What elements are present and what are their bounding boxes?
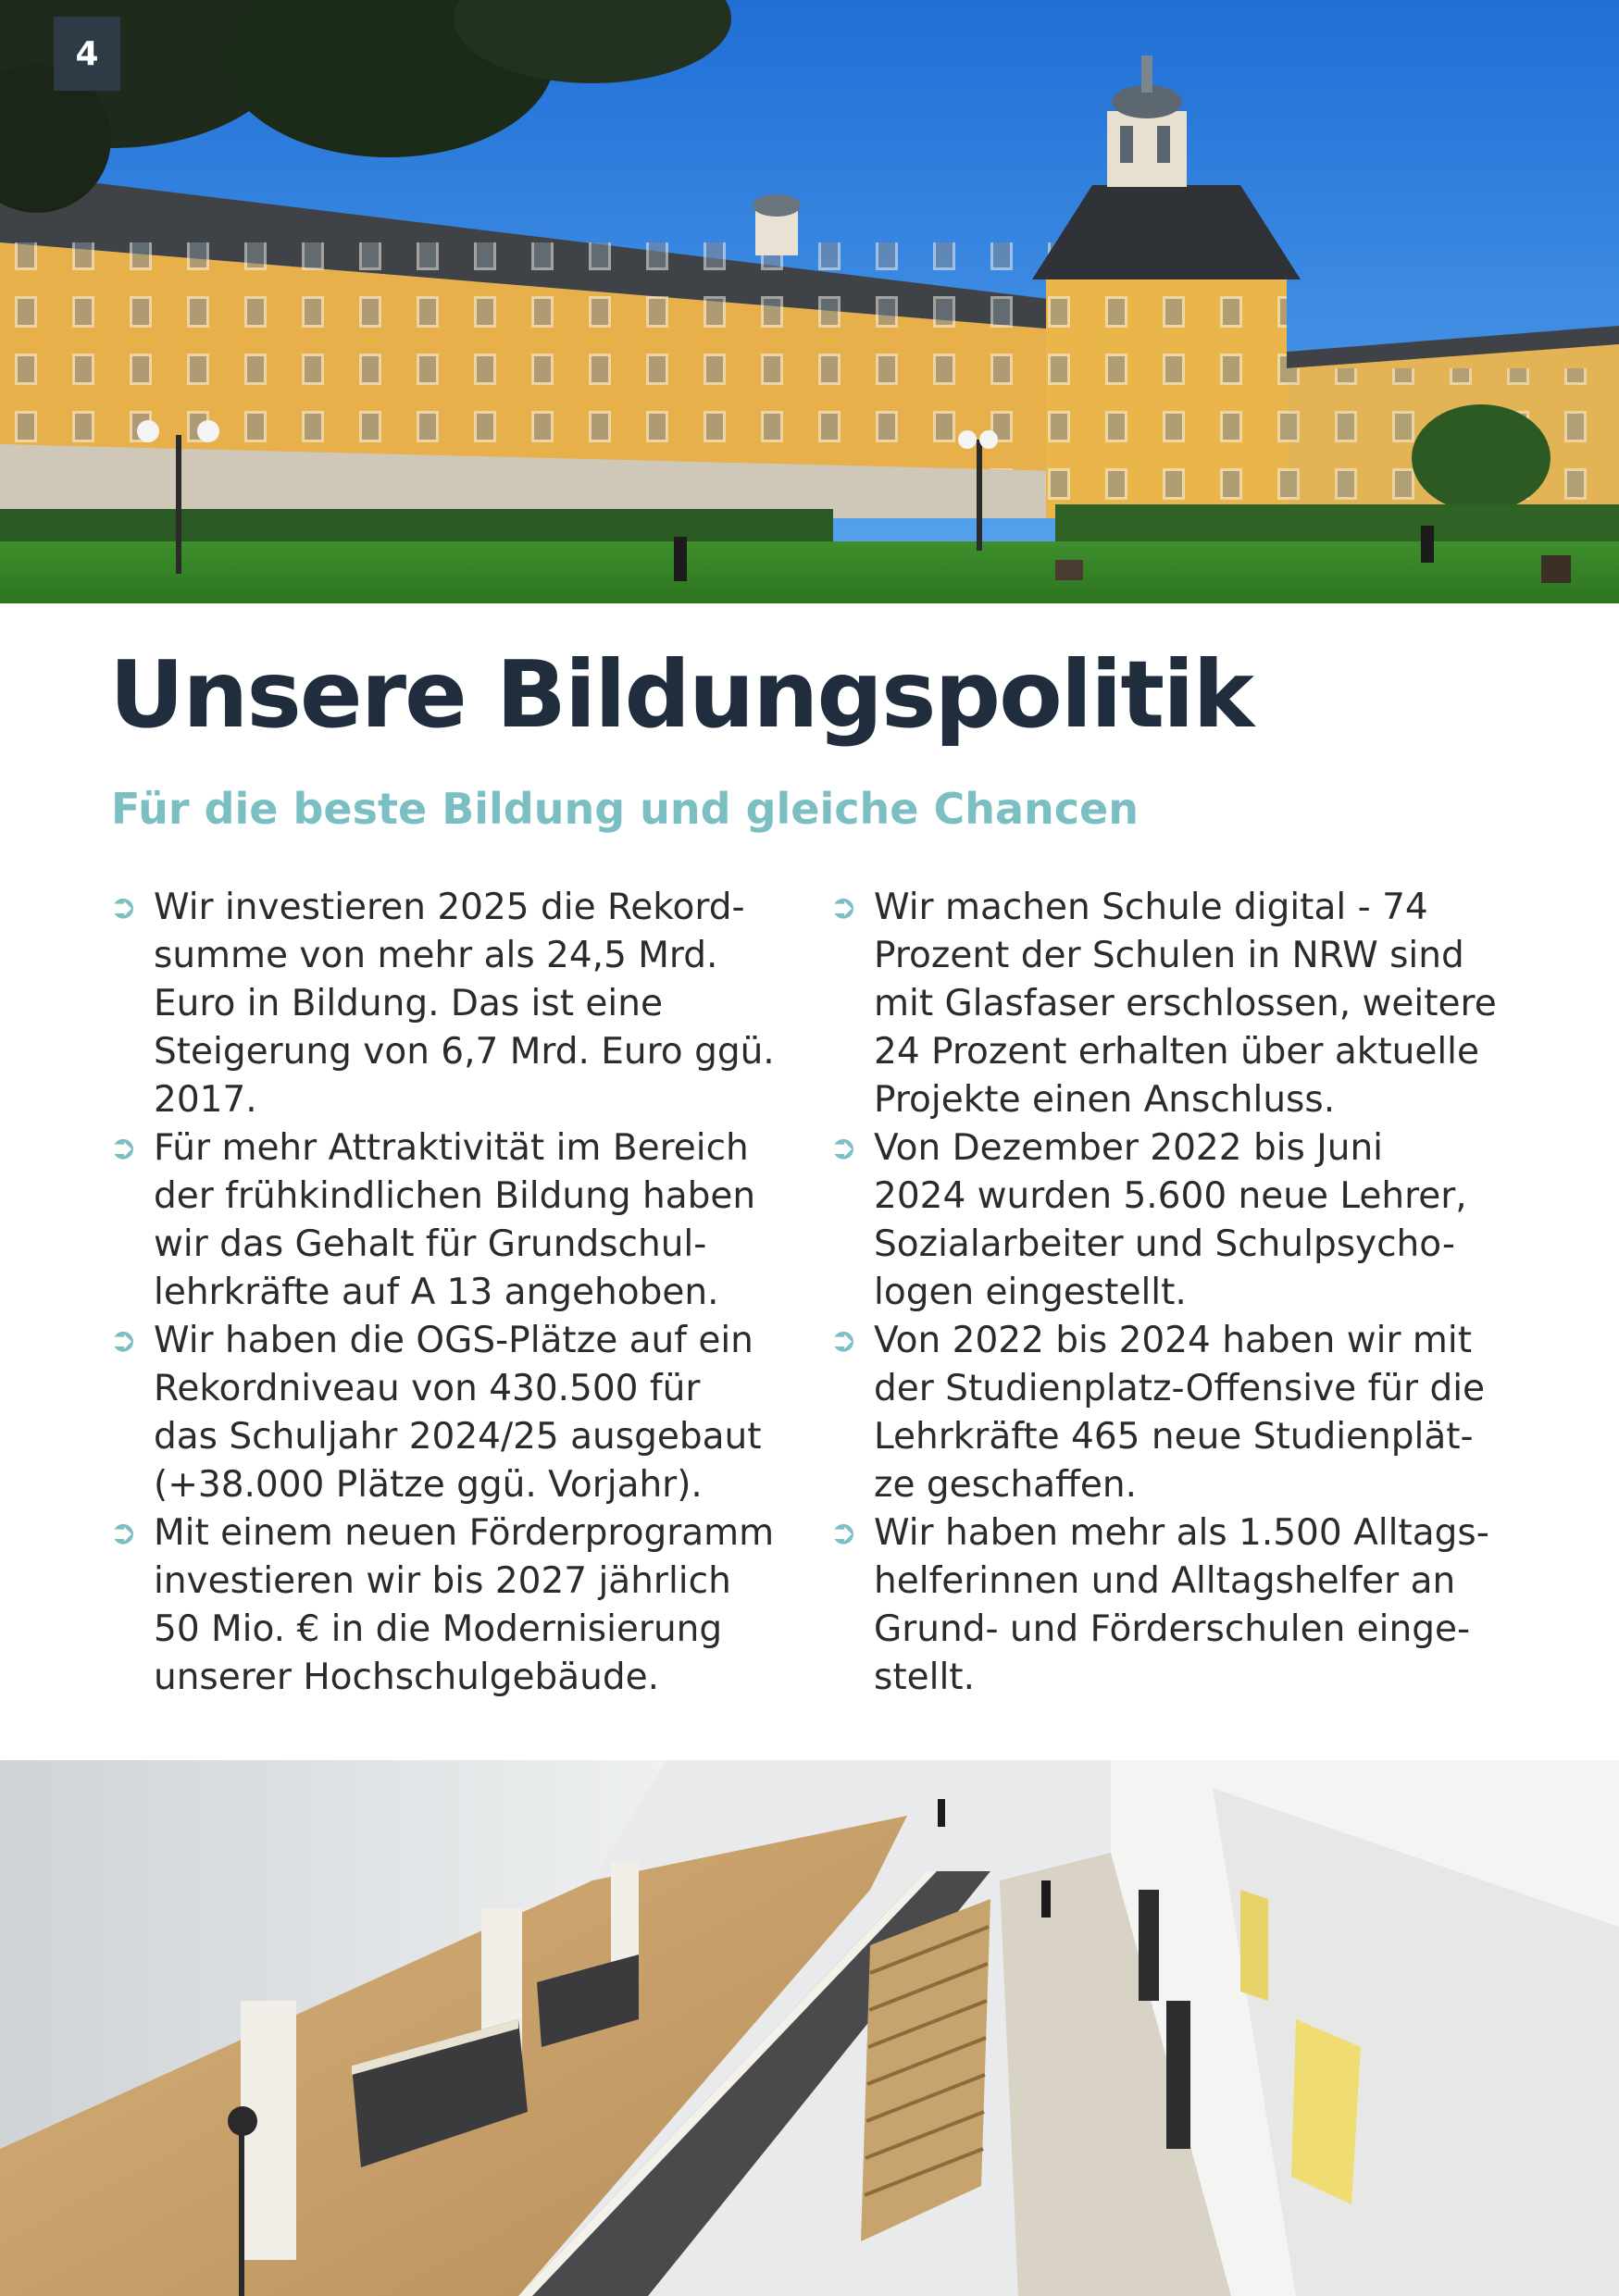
bullet-line: Lehrkräfte 465 neue Studienplät- xyxy=(874,1416,1474,1458)
arrow-right-circle-icon: ➲ xyxy=(829,1129,858,1167)
bullet-line: das Schuljahr 2024/25 ausgebaut xyxy=(154,1416,762,1458)
bullet-line: Sozialarbeiter und Schulpsycho- xyxy=(874,1223,1455,1265)
bullet-line: Grund- und Förderschulen einge- xyxy=(874,1608,1471,1650)
bullet-item xyxy=(109,884,803,1124)
arrow-right-circle-icon: ➲ xyxy=(109,888,138,926)
bullet-item xyxy=(109,1124,803,1317)
page-title: Unsere Bildungspolitik xyxy=(109,640,1252,749)
hero-photo-university-building xyxy=(0,0,1619,603)
bullet-line: Prozent der Schulen in NRW sind xyxy=(874,935,1464,976)
bullet-line: investieren wir bis 2027 jährlich xyxy=(154,1560,731,1602)
bullet-line: Wir investieren 2025 die Rekord- xyxy=(154,887,745,928)
bullet-line: der Studienplatz-Offensive für die xyxy=(874,1368,1486,1409)
bullet-line: wir das Gehalt für Grundschul- xyxy=(154,1223,707,1265)
bullet-line: Für mehr Attraktivität im Bereich xyxy=(154,1127,749,1169)
page-subtitle: Für die beste Bildung und gleiche Chancen xyxy=(111,784,1139,834)
bullet-line: lehrkräfte auf A 13 angehoben. xyxy=(154,1272,719,1313)
bullet-line: unserer Hochschulgebäude. xyxy=(154,1657,659,1698)
bullet-line: mit Glasfaser erschlossen, weitere xyxy=(874,983,1497,1024)
bullet-line: logen eingestellt. xyxy=(874,1272,1187,1313)
university-building-illustration xyxy=(0,0,1619,603)
bullet-item xyxy=(829,1124,1533,1317)
bullet-item xyxy=(829,884,1533,1124)
bullet-line: Mit einem neuen Förderprogramm xyxy=(154,1512,775,1554)
bullet-line: stellt. xyxy=(874,1657,975,1698)
arrow-right-circle-icon: ➲ xyxy=(829,888,858,926)
bullet-item xyxy=(829,1509,1533,1702)
bullet-line: Projekte einen Anschluss. xyxy=(874,1079,1336,1121)
bullet-column-left xyxy=(109,884,803,1702)
bullet-line: Von 2022 bis 2024 haben wir mit xyxy=(874,1320,1472,1361)
bullet-line: (+38.000 Plätze ggü. Vorjahr). xyxy=(154,1464,703,1506)
arrow-right-circle-icon: ➲ xyxy=(109,1322,138,1359)
bullet-line: 2024 wurden 5.600 neue Lehrer, xyxy=(874,1175,1467,1217)
library-interior-illustration xyxy=(0,1760,1619,2296)
photo-library-interior xyxy=(0,1760,1619,2296)
page-number-badge: 4 xyxy=(54,17,120,91)
arrow-right-circle-icon: ➲ xyxy=(829,1514,858,1552)
bullet-line: Wir machen Schule digital - 74 xyxy=(874,887,1428,928)
arrow-right-circle-icon: ➲ xyxy=(109,1514,138,1552)
bullet-line: summe von mehr als 24,5 Mrd. xyxy=(154,935,718,976)
bullet-line: 2017. xyxy=(154,1079,257,1121)
bullet-line: der frühkindlichen Bildung haben xyxy=(154,1175,756,1217)
bullet-line: helferinnen und Alltagshelfer an xyxy=(874,1560,1456,1602)
bullet-line: Steigerung von 6,7 Mrd. Euro ggü. xyxy=(154,1031,775,1073)
bullet-line: 50 Mio. € in die Modernisierung xyxy=(154,1608,723,1650)
bullet-line: Von Dezember 2022 bis Juni xyxy=(874,1127,1384,1169)
bullet-item xyxy=(109,1317,803,1509)
arrow-right-circle-icon: ➲ xyxy=(829,1322,858,1359)
arrow-right-circle-icon: ➲ xyxy=(109,1129,138,1167)
bullet-line: 24 Prozent erhalten über aktuelle xyxy=(874,1031,1480,1073)
bullet-line: Euro in Bildung. Das ist eine xyxy=(154,983,663,1024)
bullet-line: Wir haben mehr als 1.500 Alltags- xyxy=(874,1512,1489,1554)
bullet-column-right xyxy=(829,884,1533,1702)
bullet-item xyxy=(829,1317,1533,1509)
bullet-line: ze geschaffen. xyxy=(874,1464,1137,1506)
bullet-line: Rekordniveau von 430.500 für xyxy=(154,1368,701,1409)
bullet-item xyxy=(109,1509,803,1702)
bullet-line: Wir haben die OGS-Plätze auf ein xyxy=(154,1320,753,1361)
